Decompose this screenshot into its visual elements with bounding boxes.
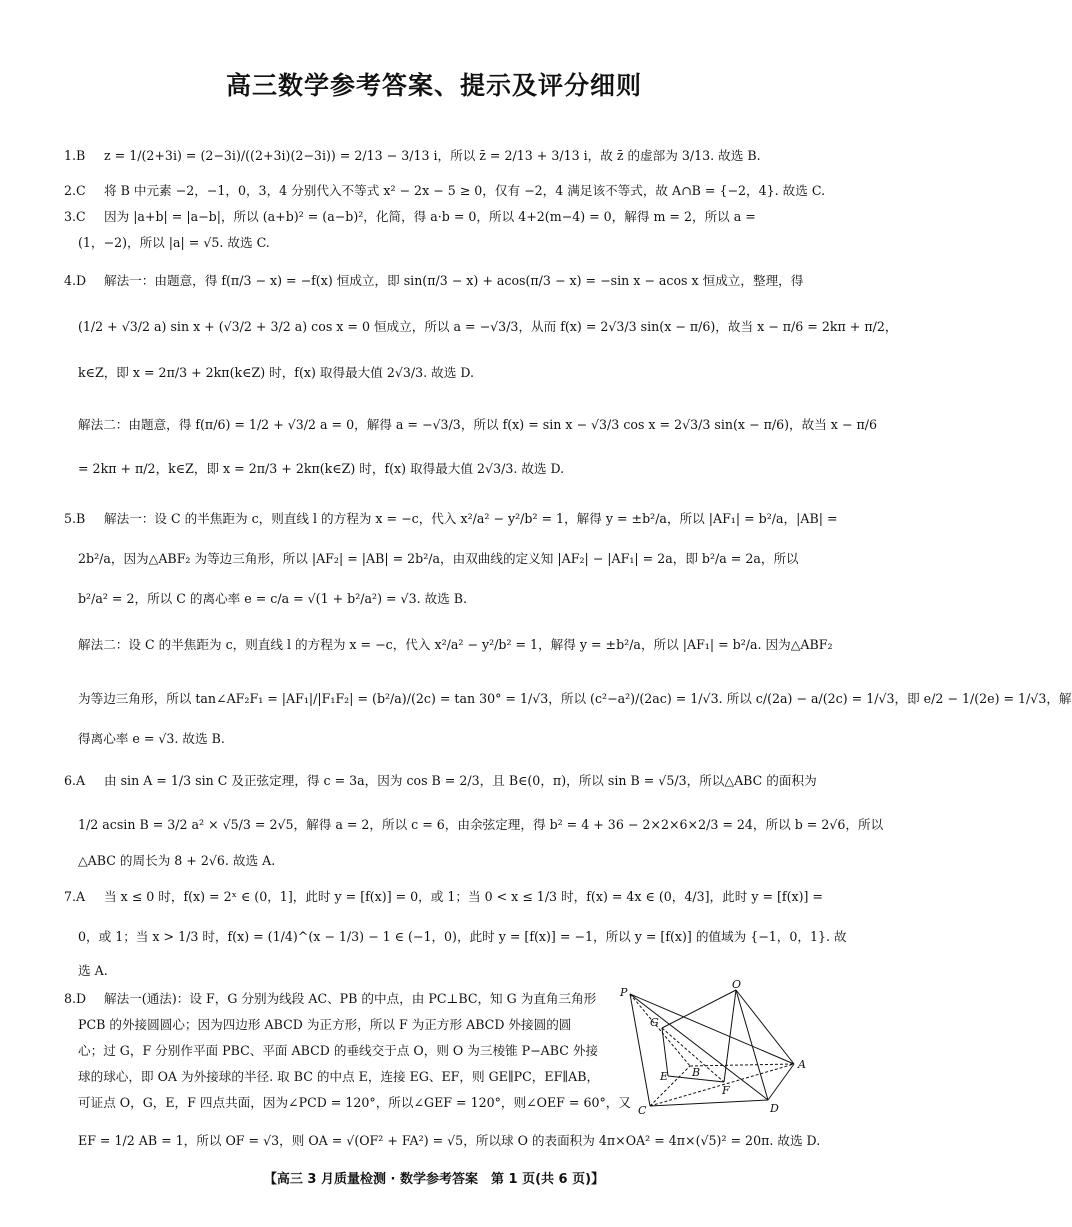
q8-number: 8.D [64,991,87,1006]
page-footer: 【高三 3 月质量检测 · 数学参考答案 第 1 页(共 6 页)】 [263,1172,605,1187]
q4-line-1 [64,272,812,290]
label-g: G [650,1016,659,1029]
q5-line-3: b²/a² = 2，所以 C 的离心率 e = c/a = √(1 + b²/a²) = √3. 故选 B. [78,591,468,606]
q1-number: 1.B [64,148,86,163]
q5-line-1 [64,510,838,528]
page-title: 高三数学参考答案、提示及评分细则 [225,71,642,100]
q1-text-1: z = 1/(2+3i) = (2−3i)/((2+3i)(2−3i)) = 2/13 − 3/13 i，所以 z̄ = 2/13 + 3/13 i，故 z̄ 的虚部为 3/13. 故选 B. [104,148,761,163]
q3-number: 3.C [64,209,86,224]
q5-line-2: 2b²/a，因为△ABF₂ 为等边三角形，所以 |AF₂| = |AB| = 2b²/a，由双曲线的定义知 |AF₂| − |AF₁| = 2a，即 b²/a = 2a，所以 [78,551,799,566]
edge-ge [662,1028,668,1076]
label-d: D [770,1102,779,1115]
edge-oa [736,990,794,1064]
q7-text-1: 当 x ≤ 0 时，f(x) = 2ˣ ∈ (0，1]，此时 y = [f(x)] = 0，或 1；当 0 < x ≤ 1/3 时，f(x) = 4x ∈ (0，4/3]，此时 y = [f(x)] = [104,889,823,904]
q8-line-3: 心；过 G，F 分别作平面 PBC、平面 ABCD 的垂线交于点 O，则 O 为三棱锥 P−ABC 外接 [78,1043,599,1058]
edge-pd [630,994,768,1100]
q4-line-3: k∈Z，即 x = 2π/3 + 2kπ(k∈Z) 时，f(x) 取得最大值 2√3/3. 故选 D. [78,365,475,380]
q6-number: 6.A [64,773,86,788]
edge-pc [630,994,650,1106]
q5-line-5: 为等边三角形，所以 tan∠AF₂F₁ = |AF₁|/|F₁F₂| = (b²/a)/(2c) = tan 30° = 1/√3，所以 (c²−a²)/(2ac) = 1/√3. 所以 c/(2a) − a/(2c) = 1/√3，即 e/2 − 1/(2e) = 1/√3，解 [78,691,1072,706]
q1-line-1 [64,147,812,165]
q7-number: 7.A [64,889,86,904]
q4-line-5: = 2kπ + π/2，k∈Z，即 x = 2π/3 + 2kπ(k∈Z) 时，f(x) 取得最大值 2√3/3. 故选 D. [78,461,565,476]
q7-line-3: 选 A. [78,963,108,978]
q8-line-5: 可证点 O，G，E，F 四点共面，因为∠PCD = 120°，所以∠GEF = 120°，则∠OEF = 60°，又 [78,1095,631,1110]
edge-pb-hidden [630,994,690,1066]
q8-line-6: EF = 1/2 AB = 1，所以 OF = √3，则 OA = √(OF² + FA²) = √5，所以球 O 的表面积为 4π×OA² = 4π×(√5)² = 20π. 故选 D. [78,1133,821,1148]
q3-line-1 [64,208,812,226]
q2-number: 2.C [64,183,86,198]
q8-text-1: 解法一(通法)：设 F，G 分别为线段 AC、PB 的中点，由 PC⊥BC，知 G 为直角三角形 [104,991,597,1006]
q3-text-1: 因为 |a+b| = |a−b|，所以 (a+b)² = (a−b)²，化简，得 a·b = 0，所以 4+2(m−4) = 0，解得 m = 2，所以 a = [104,209,756,224]
q8-line-1 [64,990,624,1008]
q5-text-1: 解法一：设 C 的半焦距为 c，则直线 l 的方程为 x = −c，代入 x²/a² − y²/b² = 1，解得 y = ±b²/a，所以 |AF₁| = b²/a，|AB| = [104,511,838,526]
pyramid-sphere-figure [616,978,826,1117]
label-f: F [722,1084,730,1097]
edge-of [724,990,736,1082]
q6-line-1 [64,772,817,790]
edge-od [736,990,768,1100]
label-e: E [660,1070,669,1083]
label-b: B [692,1066,701,1079]
q5-line-4: 解法二：设 C 的半焦距为 c，则直线 l 的方程为 x = −c，代入 x²/a² − y²/b² = 1，解得 y = ±b²/a，所以 |AF₁| = b²/a. 因为△ABF₂ [78,637,833,652]
label-c: C [638,1104,647,1117]
q5-number: 5.B [64,511,86,526]
q4-line-2: (1/2 + √3/2 a) sin x + (√3/2 + 3/2 a) cos x = 0 恒成立，所以 a = −√3/3，从而 f(x) = 2√3/3 sin(x − π/6)，故当 x − π/6 = 2kπ + π/2， [78,319,898,334]
q6-line-3: △ABC 的周长为 8 + 2√6. 故选 A. [78,853,276,868]
q8-line-4: 球的球心，即 OA 为外接球的半径. 取 BC 的中点 E，连接 EG、EF，则 GE∥PC，EF∥AB， [78,1069,600,1084]
edge-da [768,1064,794,1100]
label-o: O [732,978,742,991]
q4-text-1: 解法一：由题意，得 f(π/3 − x) = −f(x) 恒成立，即 sin(π/3 − x) + acos(π/3 − x) = −sin x − acos x 恒成立，整理，得 [104,273,804,288]
q4-line-4: 解法二：由题意，得 f(π/6) = 1/2 + √3/2 a = 0，解得 a = −√3/3，所以 f(x) = sin x − √3/3 cos x = 2√3/3 sin(x − π/6)，故当 x − π/6 [78,417,877,432]
q7-line-2: 0，或 1；当 x > 1/3 时，f(x) = (1/4)^(x − 1/3) − 1 ∈ (−1，0)，此时 y = [f(x)] = −1，所以 y = [f(x)] 的值域为 {−1，0，1}. 故 [78,929,847,944]
q8-line-2: PCB 的外接圆圆心；因为四边形 ABCD 为正方形，所以 F 为正方形 ABCD 外接圆的圆 [78,1017,572,1032]
q5-line-6: 得离心率 e = √3. 故选 B. [78,731,225,746]
label-p: P [620,986,628,999]
q2-text-1: 将 B 中元素 −2，−1，0，3，4 分别代入不等式 x² − 2x − 5 ≥ 0，仅有 −2，4 满足该不等式，故 A∩B = {−2，4}. 故选 C. [104,183,826,198]
edge-og [662,990,736,1028]
q3-line-2: (1，−2)，所以 |a| = √5. 故选 C. [78,235,270,250]
q7-line-1 [64,888,823,906]
edge-cd [650,1100,768,1106]
q4-number: 4.D [64,273,87,288]
edge-pa [630,994,794,1064]
label-a: A [798,1058,806,1071]
q6-line-2: 1/2 acsin B = 3/2 a² × √5/3 = 2√5，解得 a = 2，所以 c = 6，由余弦定理，得 b² = 4 + 36 − 2×2×6×2/3 = 24，所以 b = 2√6，所以 [78,817,884,832]
q6-text-1: 由 sin A = 1/3 sin C 及正弦定理，得 c = 3a，因为 cos B = 2/3，且 B∈(0，π)，所以 sin B = √5/3，所以△ABC 的面积为 [104,773,817,788]
q2-line-1 [64,182,826,200]
